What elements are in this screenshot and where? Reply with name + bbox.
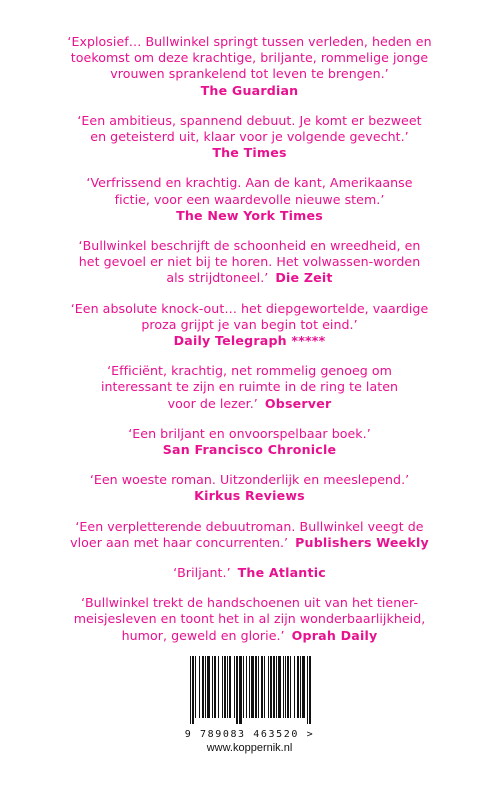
barcode-bar (255, 656, 257, 718)
quote-text: als strijdtoneel.’ (166, 270, 269, 286)
quote-line: ‘Explosief… Bullwinkel springt tussen verleden, heden en (67, 34, 432, 49)
barcode-bar (190, 656, 191, 724)
quote-line (0, 535, 499, 551)
quote-text: ‘Briljant.’ (173, 565, 231, 581)
barcode-bar (278, 656, 281, 718)
review-source: Observer (264, 395, 332, 411)
review-quote (0, 113, 499, 162)
barcode-bar (258, 656, 259, 718)
review-source: Oprah Daily (291, 627, 378, 643)
barcode-bar (251, 656, 254, 718)
quote-line: proza grijpt je van begin tot eind.’ (141, 316, 358, 332)
review-quotes (0, 34, 499, 658)
barcode-bar (222, 656, 223, 718)
review-quote (0, 238, 499, 287)
quote-line: ‘Een verpletterende debuutroman. Bullwinkel veegt de (75, 518, 424, 534)
barcode-bar (273, 656, 275, 718)
review-quote (0, 519, 499, 551)
review-source: The Guardian (200, 82, 299, 98)
quote-line: ‘Een briljant en onvoorspelbaar boek.’ (128, 425, 371, 441)
review-source: The New York Times (176, 207, 323, 223)
barcode-bar (207, 656, 210, 718)
barcode-bar (287, 656, 289, 718)
barcode-bar (268, 656, 269, 718)
quote-line: ‘Bullwinkel trekt de handschoenen uit van het tiener- (80, 595, 419, 611)
barcode-bar (243, 656, 244, 718)
quote-line: ‘Efficiënt, krachtig, net rommelig genoeg om (107, 363, 392, 379)
review-quote (0, 565, 499, 581)
review-source: The Times (212, 145, 287, 161)
review-source: San Francisco Chronicle (162, 442, 337, 458)
barcode-bar (246, 656, 247, 718)
isbn-number: 9 789083 463520 > (184, 729, 315, 740)
barcode-bar (249, 656, 250, 718)
barcode-bar (234, 656, 235, 718)
quote-line: ‘Bullwinkel beschrijft de schoonheid en wreedheid, en (78, 238, 421, 254)
review-quote (0, 34, 499, 99)
barcode-bar (283, 656, 284, 718)
barcode-bar (290, 656, 291, 718)
quote-line (0, 565, 499, 581)
review-source: Daily Telegraph ***** (173, 333, 326, 349)
review-quote (0, 426, 499, 458)
quote-line (0, 270, 499, 286)
quote-line: en geteisterd uit, klaar voor je volgende gevecht.’ (90, 129, 409, 145)
barcode-bar (195, 656, 196, 718)
quote-line: fictie, voor een waardevolle nieuwe stem.’ (114, 191, 385, 207)
barcode-bar (261, 656, 263, 718)
isbn-barcode (188, 656, 312, 724)
barcode-bar (285, 656, 286, 718)
review-quote (0, 472, 499, 504)
barcode-bar (300, 656, 301, 718)
review-source: Publishers Weekly (295, 534, 429, 550)
review-source: Kirkus Reviews (194, 488, 305, 504)
quote-text: humor, geweld en glorie.’ (121, 627, 285, 643)
review-source: Die Zeit (275, 270, 333, 286)
barcode-bar (276, 656, 277, 718)
barcode-bar (297, 656, 299, 718)
quote-line: interessant te zijn en ruimte in de ring te laten (100, 379, 399, 395)
quote-text: vloer aan met haar concurrenten.’ (70, 534, 289, 550)
barcode-bar (270, 656, 272, 718)
barcode-bar (224, 656, 226, 718)
barcode-bar (302, 656, 305, 718)
quote-line: ‘Een woeste roman. Uitzonderlijk en meeslepend.’ (89, 472, 410, 488)
quote-line: toekomst om deze krachtige, briljante, rommelige jonge (70, 50, 429, 66)
quote-line: vrouwen sprankelend tot leven te brengen.’ (110, 66, 389, 82)
barcode-bar (212, 656, 213, 718)
review-quote (0, 363, 499, 412)
quote-text: voor de lezer.’ (167, 395, 258, 411)
barcode-bar (214, 656, 216, 718)
quote-line: het gevoel er niet bij te horen. Het volwassen-worden (78, 254, 421, 270)
review-quote (0, 301, 499, 350)
quote-line: ‘Een absolute knock-out… het diepgewortelde, vaardige (70, 300, 429, 316)
barcode-bar (236, 656, 238, 724)
barcode-bar (205, 656, 206, 718)
barcode-bar (218, 656, 219, 718)
publisher-website: www.koppernik.nl (206, 742, 293, 754)
review-quote (0, 595, 499, 644)
review-source: The Atlantic (237, 565, 326, 581)
barcode-bar (307, 656, 308, 724)
barcode-bar (229, 656, 231, 718)
barcode-bar (294, 656, 295, 718)
barcode-bar (264, 656, 265, 718)
barcode-bar (199, 656, 200, 718)
barcode-bars (188, 656, 312, 724)
barcode-bar (192, 656, 194, 724)
quote-line (0, 396, 499, 412)
quote-line (0, 628, 499, 644)
review-quote (0, 175, 499, 224)
quote-line: ‘Verfrissend en krachtig. Aan de kant, Amerikaanse (86, 175, 413, 191)
quote-line: meisjesleven en toont het in al zijn wonderbaarlijkheid, (73, 611, 426, 627)
barcode-bar (239, 656, 242, 724)
barcode-bar (309, 656, 311, 724)
quote-line: ‘Een ambitieus, spannend debuut. Je komt er bezweet (77, 112, 422, 128)
barcode-block (0, 656, 499, 754)
barcode-bar (227, 656, 228, 718)
barcode-bar (202, 656, 204, 718)
